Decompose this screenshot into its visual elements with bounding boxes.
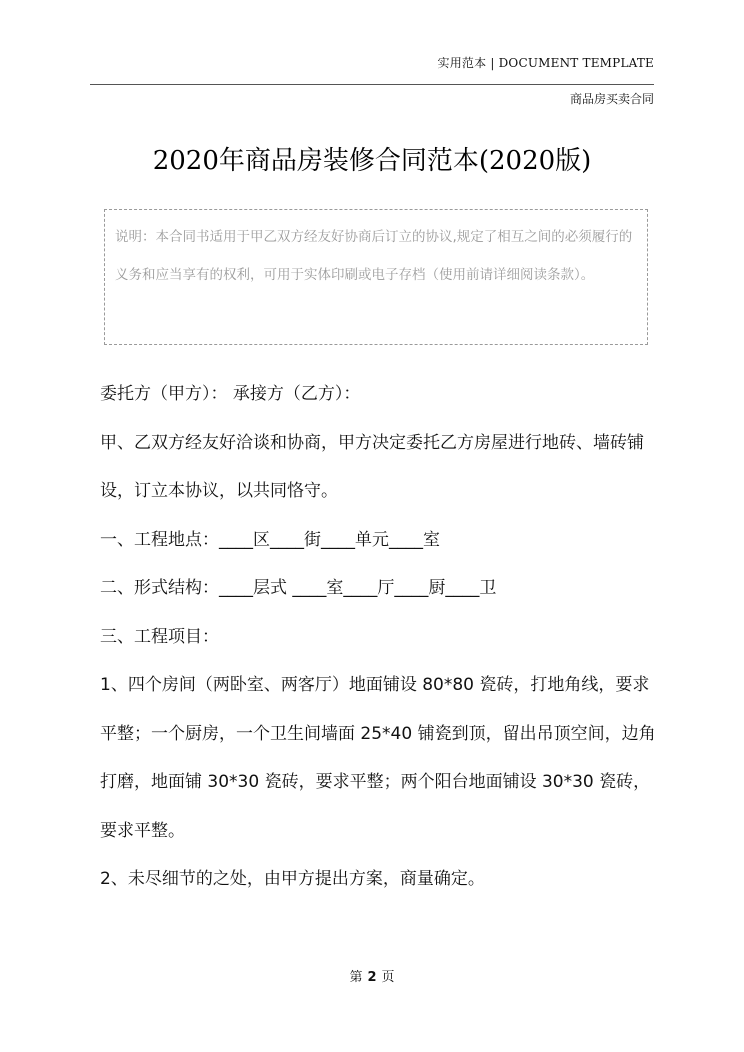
page-number: 2	[367, 970, 377, 985]
clause-location: 一、工程地点：____区____街____单元____室	[100, 529, 440, 550]
page-suffix: 页	[381, 970, 395, 985]
parties-line: 委托方（甲方）： 承接方（乙方）：	[100, 384, 361, 404]
clause-structure: 二、形式结构：____层式 ____室____厅____厨____卫	[100, 578, 497, 598]
page-footer	[0, 966, 744, 985]
header-document-label: 实用范本 | DOCUMENT TEMPLATE	[437, 56, 654, 70]
clause-item-2: 2、未尽细节的之处，由甲方提出方案，商量确定。	[100, 869, 485, 889]
contract-body	[100, 370, 660, 904]
document-title: 2020年商品房装修合同范本(2020版)	[152, 146, 592, 176]
description-box	[104, 209, 648, 345]
page-prefix: 第	[349, 970, 363, 985]
header-divider	[90, 84, 654, 85]
clause-item-1: 1、四个房间（两卧室、两客厅）地面铺设 80*80 瓷砖，打地角线，要求平整；一个厨房，一个卫生间墙面 25*40 铺瓷到顶，留出吊顶空间，边角打磨，地面铺 30*30 瓷砖，要求平整；两个阳台地面铺设 30*30 瓷砖，要求平整。	[100, 675, 656, 841]
description-text: 说明：本合同书适用于甲乙双方经友好协商后订立的协议,规定了相互之间的必须履行的义务和应当享有的权利，可用于实体印刷或电子存档（使用前请详细阅读条款）。	[115, 229, 633, 283]
intro-paragraph: 甲、乙双方经友好洽谈和协商，甲方决定委托乙方房屋进行地砖、墙砖铺设，订立本协议，以共同恪守。	[100, 432, 644, 501]
header-subtitle: 商品房买卖合同	[569, 92, 654, 106]
clause-items-heading: 三、工程项目：	[100, 626, 219, 647]
